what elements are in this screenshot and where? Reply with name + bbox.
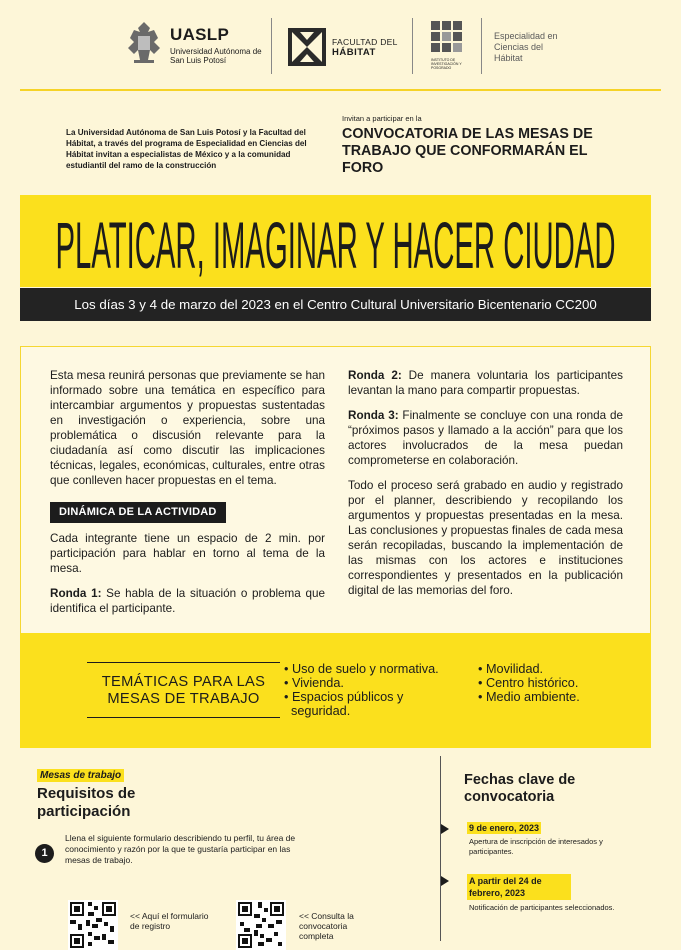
process-paragraph: Todo el proceso será grabado en audio y registrado por el planner, describiendo y recopilando los argumentos y propuestas presentadas en la mesa. Las conclusiones y propuestas finales de cada mesa serán recopiladas, buscando la implementación de las mismas con los actores e instituciones correspondientes y presentados en la publicación digital de las memorias del foro.	[348, 479, 623, 597]
key-dates-title: Fechas clave de convocatoria	[464, 772, 576, 805]
timeline-arrow-icon	[441, 824, 449, 834]
invite-text: Invitan a participar en la	[342, 114, 422, 123]
content-left-column	[50, 368, 325, 626]
convocation-qr-icon[interactable]	[236, 900, 286, 950]
round-2	[348, 368, 623, 398]
date-2: A partir del 24 de febrero, 2023	[467, 874, 571, 900]
round-1	[50, 586, 325, 616]
dynamic-label: DINÁMICA DE LA ACTIVIDAD	[50, 502, 226, 523]
uaslp-name: UASLP	[170, 25, 230, 44]
header	[0, 0, 681, 92]
qr-2-label: << Consulta la convocatoria completa	[299, 911, 354, 941]
convocation-title: CONVOCATORIA DE LAS MESAS DE TRABAJO QUE CONFORMARÁN EL FORO	[342, 126, 593, 176]
step-text: Llena el siguiente formulario describiendo tu perfil, tu área de conocimiento y razón por la que te gustaría participar en las mesas de trabajo.	[65, 833, 296, 865]
topics-title: TEMÁTICAS PARA LAS MESAS DE TRABAJO	[87, 662, 280, 718]
date-1: 9 de enero, 2023	[469, 823, 540, 833]
intro-text: La Universidad Autónoma de San Luis Potosí y la Facultad del Hábitat, a través del programa de Especialidad en Ciencias del Hábitat invitan a especialistas de México y a la comunidad estudiantil del ramo de la construcción	[66, 128, 307, 170]
requirements-title: Requisitos de participación	[37, 785, 136, 820]
header-rule	[20, 89, 661, 91]
round-2-label: Ronda 2:	[348, 369, 402, 382]
specialty-name: Especialidad en Ciencias del Hábitat	[494, 31, 558, 63]
step-number-badge: 1	[35, 844, 54, 863]
round-3	[348, 408, 623, 468]
dynamic-paragraph: Cada integrante tiene un espacio de 2 min. por participación para hablar en torno al tema de la mesa.	[50, 532, 325, 575]
main-title-text: PLATICAR, IMAGINAR Y HACER CIUDAD	[55, 208, 616, 280]
event-date-bar: Los días 3 y 4 de marzo del 2023 en el Centro Cultural Universitario Bicentenario CC200	[20, 288, 651, 321]
topic-item: • Uso de suelo y normativa.	[284, 662, 439, 676]
date-1-description: Apertura de inscripción de interesados y participantes.	[469, 837, 603, 856]
faculty-name-line2: HÁBITAT	[332, 47, 376, 58]
description-paragraph: Esta mesa reunirá personas que previamente se han informado sobre una temática en específico para intercambiar argumentos y propuestas sustentadas en investigación o experiencia, sobre una problemática o discusión relevante para la ciudadanía así como discutir las implicaciones técnicas, legales, económicas, culturales, entre otras que conlleven hacer propuestas en el tema.	[50, 369, 325, 487]
date-2-description: Notificación de participantes seleccionados.	[469, 903, 615, 912]
faculty-logo-icon	[288, 28, 326, 71]
institute-name: INSTITUTO DE INVESTIGACIÓN Y POSGRADO	[431, 58, 462, 70]
round-3-label: Ronda 3:	[348, 409, 399, 422]
main-title	[20, 200, 651, 280]
header-divider	[481, 18, 482, 74]
topic-item: • Vivienda.	[284, 676, 344, 690]
topic-item: • Movilidad.	[478, 662, 544, 676]
topic-item: • Espacios públicos y seguridad.	[284, 690, 404, 718]
round-3-text: Finalmente se concluye con una ronda de “próximos pasos y llamado a la acción” para que los actores involucrados de la mesa puedan comprometerse en colaboración.	[348, 409, 623, 467]
content-right-column	[348, 368, 623, 608]
faculty-name-line1: FACULTAD DEL	[332, 37, 398, 47]
topics-list-1	[284, 662, 454, 718]
timeline-arrow-icon	[441, 876, 449, 886]
registration-qr-icon[interactable]	[68, 900, 118, 950]
round-2-text: De manera voluntaria los participantes levantan la mano para compartir propuestas.	[348, 369, 623, 397]
topic-item: • Centro histórico.	[478, 676, 579, 690]
topics-list-2	[478, 662, 618, 704]
uaslp-seal-icon	[124, 20, 164, 71]
qr-1-label: << Aquí el formulario de registro	[130, 911, 209, 931]
round-1-text: Se habla de la situación o problema que identifica el participante.	[50, 587, 325, 615]
topic-item: • Medio ambiente.	[478, 690, 580, 704]
header-divider	[412, 18, 413, 74]
requirements-tag: Mesas de trabajo	[37, 769, 124, 782]
header-divider	[271, 18, 272, 74]
round-1-label: Ronda 1:	[50, 587, 102, 600]
timeline-line	[440, 756, 441, 941]
uaslp-subtitle: Universidad Autónoma de San Luis Potosí	[170, 47, 262, 65]
institute-logo-icon	[431, 21, 463, 58]
